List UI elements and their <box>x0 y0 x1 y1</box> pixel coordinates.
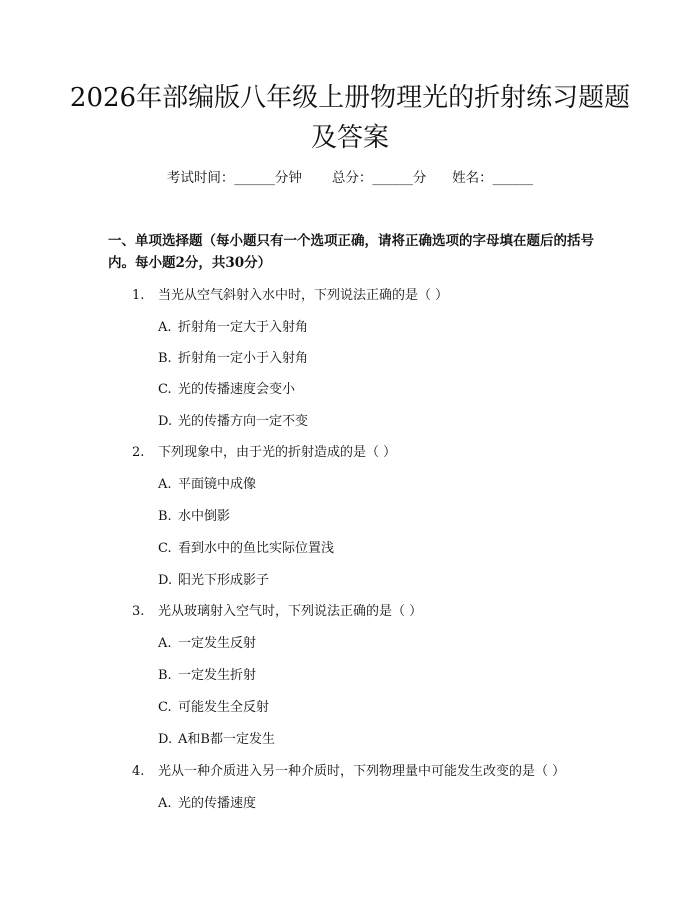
option-text: A和B都一定发生 <box>178 732 275 747</box>
option-3b <box>158 664 256 683</box>
option-1d <box>158 410 308 429</box>
time-unit: 分钟 <box>274 170 302 186</box>
question-number: 4. <box>132 764 145 779</box>
option-text: 平面镜中成像 <box>178 477 257 492</box>
option-letter: D. <box>158 414 173 429</box>
option-letter: C. <box>158 700 172 715</box>
option-2c <box>158 537 334 556</box>
time-blank: ______ <box>234 170 275 186</box>
option-text: 可能发生全反射 <box>178 700 270 715</box>
question-number: 2. <box>132 445 145 460</box>
option-text: 看到水中的鱼比实际位置浅 <box>178 541 335 556</box>
option-letter: B. <box>158 509 172 524</box>
option-letter: A. <box>158 796 172 811</box>
option-text: 折射角一定大于入射角 <box>178 320 309 335</box>
option-1b <box>158 347 308 366</box>
question-3 <box>132 600 422 619</box>
option-letter: A. <box>158 320 172 335</box>
question-text: 光从玻璃射入空气时，下列说法正确的是（ ） <box>158 604 423 619</box>
option-letter: B. <box>158 351 172 366</box>
score-unit: 分 <box>412 170 427 186</box>
section-heading: 一、单项选择题（每小题只有一个选项正确，请将正确选项的字母填在题后的括号内。每小题2分，共30分） <box>108 233 594 271</box>
option-letter: B. <box>158 668 172 683</box>
option-1a <box>158 316 308 335</box>
option-text: 一定发生折射 <box>178 668 257 683</box>
option-1c <box>158 378 295 397</box>
question-text: 下列现象中，由于光的折射造成的是（ ） <box>158 445 397 460</box>
question-number: 1. <box>132 288 145 303</box>
option-letter: A. <box>158 636 172 651</box>
option-text: 折射角一定小于入射角 <box>178 351 309 366</box>
question-1 <box>132 284 448 303</box>
question-4 <box>132 760 565 779</box>
option-letter: D. <box>158 732 173 747</box>
option-2d <box>158 569 269 588</box>
option-text: 光的传播速度 <box>178 796 257 811</box>
option-letter: D. <box>158 573 173 588</box>
score-blank: ______ <box>372 170 413 186</box>
document-title: 2026年部编版八年级上册物理光的折射练习题题及答案 <box>69 83 631 153</box>
option-letter: C. <box>158 541 172 556</box>
question-text: 当光从空气斜射入水中时，下列说法正确的是（ ） <box>158 288 449 303</box>
option-text: 光的传播速度会变小 <box>178 382 296 397</box>
question-text: 光从一种介质进入另一种介质时，下列物理量中可能发生改变的是（ ） <box>158 764 566 779</box>
option-text: 阳光下形成影子 <box>178 573 270 588</box>
score-label: 总分： <box>331 170 373 186</box>
exam-info-line <box>0 166 700 186</box>
question-2 <box>132 441 396 460</box>
option-letter: C. <box>158 382 172 397</box>
question-number: 3. <box>132 604 145 619</box>
option-4a <box>158 792 256 811</box>
name-blank: ______ <box>492 170 534 186</box>
option-text: 光的传播方向一定不变 <box>178 414 309 429</box>
option-2a <box>158 473 256 492</box>
name-label: 姓名： <box>452 170 493 186</box>
option-letter: A. <box>158 477 172 492</box>
option-3a <box>158 632 256 651</box>
option-2b <box>158 505 230 524</box>
option-3c <box>158 696 269 715</box>
option-text: 一定发生反射 <box>178 636 257 651</box>
option-3d <box>158 728 275 747</box>
option-text: 水中倒影 <box>178 509 231 524</box>
time-label: 考试时间： <box>166 170 235 186</box>
